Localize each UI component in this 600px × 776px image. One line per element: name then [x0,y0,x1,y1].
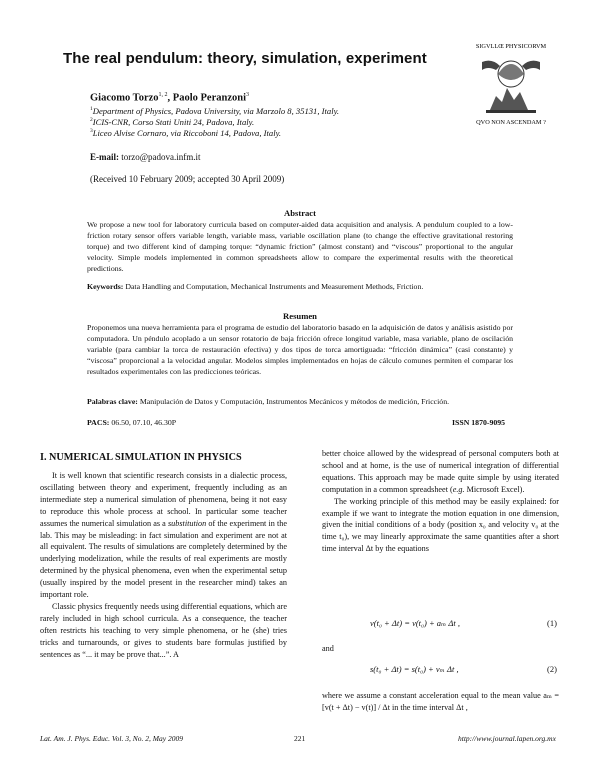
right-column [322,448,559,555]
affiliation [90,117,254,127]
received-dates: (Received 10 February 2009; accepted 30 April 2009) [90,174,285,184]
equation-2: s(t₀ + Δt) = s(t₀) + vₘ Δt , [370,664,459,674]
keywords-label: Keywords: [87,282,124,291]
pacs-label: PACS: [87,418,110,427]
affiliation-marker: 3 [90,128,93,135]
connector-word: and [322,644,334,653]
affiliation-text: ICIS-CNR, Corso Stati Uniti 24, Padova, Italy. [92,117,255,127]
palabras-text: Manipulación de Datos y Computación, Instrumentos Mecánicos y métodos de medición, Fricción. [139,397,450,406]
affiliation [90,106,339,116]
logo-emblem-icon [462,40,560,126]
pacs-text: 06.50, 07.10, 46.30P [111,418,177,427]
equation-1: v(t₀ + Δt) = v(t₀) + aₘ Δt , [370,618,460,628]
journal-url[interactable]: http://www.journal.lapen.org.mx [458,734,556,743]
abstract-heading: Abstract [284,208,316,218]
affiliation-marker: 1 [90,106,93,113]
paragraph-text: Microsoft Excel). [464,484,525,494]
affiliation [90,128,281,138]
paragraph-text: of the experiment in the lab. This may be misleading: in fact simulation and experiment are not at all equivalent. The results of simulations are completely determined by the underlying modelization, while the results of real experiments are mostly determined by the physical phenomena, even when the experimental setup (usually inspired by the model present in the researcher mind) takes an important role. [40,518,287,600]
paragraph [322,448,559,496]
paper-title: The real pendulum: theory, simulation, experiment [63,50,427,67]
logo-bottom-text: QVO NON ASCENDAM ? [476,119,546,126]
email-label: E-mail: [90,152,119,162]
author-separator: , [167,92,173,104]
paragraph: The working principle of this method may be easily explained: for example if we want to integrate the motion equation in one dimension, given the initial conditions of a body (position x₀ and velocity v₀ at the time t₀), we may linearly approximate the same quantities after a short time interval Δt by the equations [322,496,559,554]
resumen-text: Proponemos una nueva herramienta para el programa de estudio del laboratorio basado en la adquisición de datos y análisis asistido por computadora. Un péndulo acoplado a un sensor rotatorio de baja fricción ofrece longitud variable, masa variable, plano de oscilación variable (para cambiar la torca de restauración efectiva) y dos tipos de torca amortiguada: “fricción dinámica” (casi constante) y “viscosa” proporcional a la velocidad angular. Modelos simples implementados en hojas de cálculo comunes permiten el comparar los resultados experimentales con las predicciones teóricas. [87,323,513,376]
palabras-clave [87,397,513,406]
abstract-text: We propose a new tool for laboratory curricula based on computer-aided data acquisition and analysis. A pendulum coupled to a low-friction rotary sensor offers variable length, variable mass, variable oscillation plane (to change the effective gravitational restoring torque) and two different kind of damping torque: “dynamic friction” (almost constant) and “viscous” proportional to the angular velocity. Simple models implemented in common spreadsheets allow to compare the experimental results with the theoretical predictions. [87,220,513,273]
paragraph: Classic physics frequently needs using differential equations, which are rarely included in high school curricula. As a consequence, the teacher often restricts his teaching to very simple phenomena, or he (she) tries tricks and turnarounds, or gives to students bare formulas justified by sentences as “... it may be prove that...”. A [40,601,287,659]
keywords [87,282,513,291]
author-name: Giacomo Torzo [90,92,159,104]
paragraph [40,470,287,601]
paragraph-text: It is well known that scientific research consists in a dialectic process, oscillating between theory and experiment, frequently including as an intermediate step a numerical simulation of phenomena, being it not easy to reproduce this whole process at school. In particular some teacher assumes the numerical simulation as a [40,471,287,528]
left-column [40,470,287,661]
paragraph: where we assume a constant acceleration equal to the mean value aₘ = [v(t + Δt) − v(t)] / Δt in the time interval Δt , [322,691,559,712]
pacs-codes [87,418,176,427]
section-title: I. NUMERICAL SIMULATION IN PHYSICS [40,452,242,463]
paragraph-text: better choice allowed by the widespread of personal computers both at school and at home, is the use of numerical integration of differential equations. This approach may be made quite simple by using iterated computation in a common spreadsheet ( [322,449,559,494]
author-list [90,92,249,104]
affiliation-text: Department of Physics, Padova University, via Marzolo 8, 35131, Italy. [92,106,340,116]
resumen-heading: Resumen [283,311,317,321]
journal-citation: Lat. Am. J. Phys. Educ. Vol. 3, No. 2, May 2009 [40,734,183,743]
author-name: Paolo Peranzoni [172,92,246,104]
email-address[interactable]: torzo@padova.infm.it [121,152,201,162]
affiliation-marker: 2 [90,117,93,124]
emphasis: substitution [167,518,207,528]
society-logo [462,40,560,126]
contact-email [90,152,201,162]
palabras-label: Palabras clave: [87,397,138,406]
keywords-text: Data Handling and Computation, Mechanical Instruments and Measurement Methods, Friction. [125,282,424,291]
emphasis: e.g. [452,484,465,494]
equation-1-number: (1) [547,618,557,628]
author-affiliation-marker: 1, 2 [158,92,168,98]
issn: ISSN 1870-9095 [452,418,506,427]
equation-2-number: (2) [547,664,557,674]
affiliation-text: Liceo Alvise Cornaro, via Riccoboni 14, Padova, Italy. [92,128,282,138]
logo-top-text: SIGVLLŒ PHYSICORVM [475,43,547,50]
author-affiliation-marker: 3 [246,92,249,98]
page-number: 221 [294,734,306,743]
